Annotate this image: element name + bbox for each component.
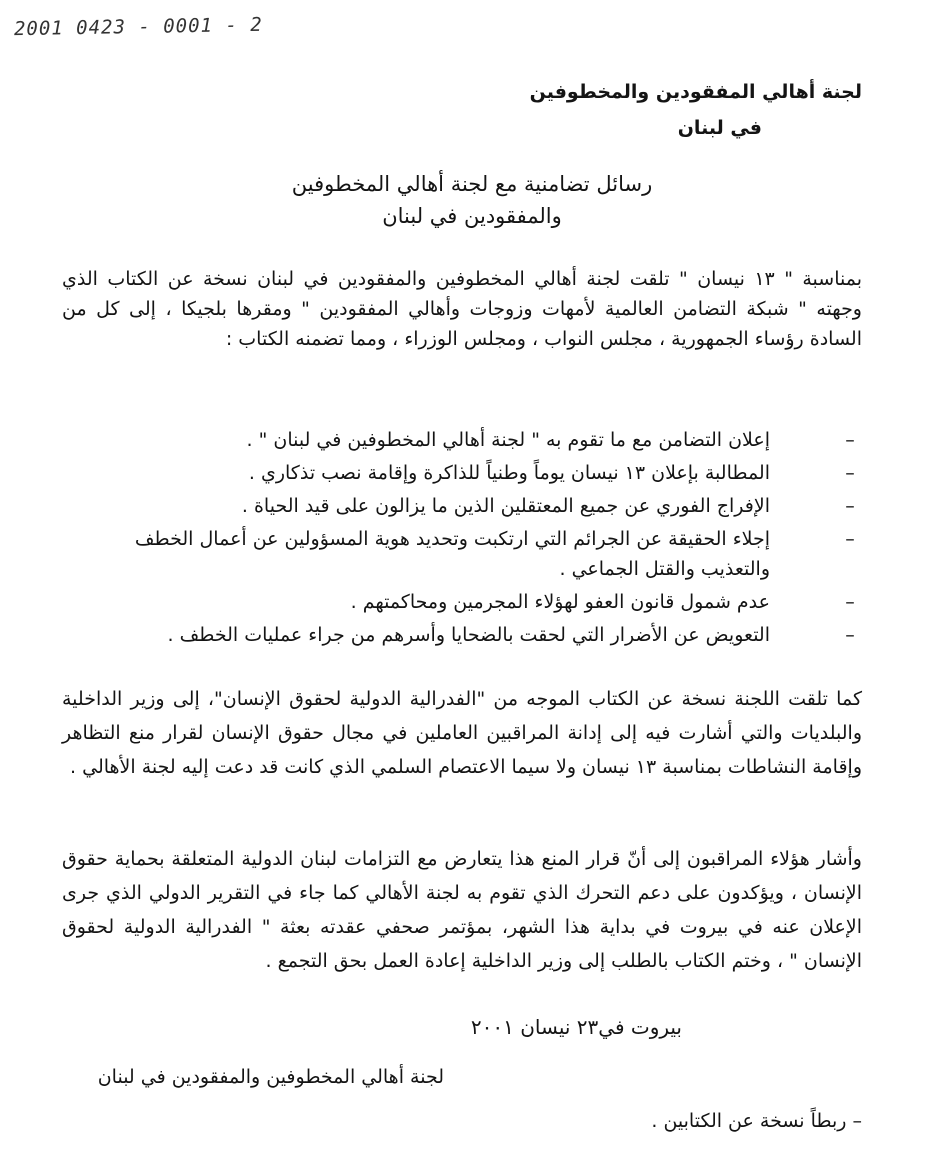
list-item-text: التعويض عن الأضرار التي لحقت بالضحايا وأسرهم من جراء عمليات الخطف . — [167, 624, 770, 646]
dash-marker: – — [845, 591, 855, 613]
dash-marker: – — [845, 624, 855, 646]
enclosure-note: – ربطاً نسخة عن الكتابين . — [651, 1110, 862, 1132]
dash-marker: – — [845, 495, 855, 517]
title-line1: رسائل تضامنية مع لجنة أهالي المخطوفين — [291, 172, 653, 196]
list-item-text: المطالبة بإعلان ١٣ نيسان يوماً وطنياً للذاكرة وإقامة نصب تذكاري . — [248, 462, 770, 484]
title-line2: والمفقودين في لبنان — [382, 204, 562, 228]
dash-marker: – — [845, 462, 855, 484]
signature-block: لجنة أهالي المخطوفين والمفقودين في لبنان — [97, 1066, 444, 1088]
list-item — [70, 425, 860, 455]
handwritten-document-id: 2001 0423 - 0001 - 2 — [13, 13, 263, 41]
organization-header — [462, 74, 862, 146]
list-item-text: عدم شمول قانون العفو لهؤلاء المجرمين ومحاكمتهم . — [350, 591, 770, 613]
dash-marker: – — [845, 429, 855, 451]
letter-title — [150, 168, 794, 232]
org-name-line1: لجنة أهالي المفقودين والمخطوفين — [529, 81, 862, 103]
list-item — [70, 587, 860, 617]
list-item — [70, 620, 860, 650]
list-item-text: إعلان التضامن مع ما تقوم به " لجنة أهالي المخطوفين في لبنان " . — [246, 429, 770, 451]
list-item-text: الإفراج الفوري عن جميع المعتقلين الذين ما يزالون على قيد الحياة . — [241, 495, 770, 517]
list-item — [70, 458, 860, 488]
list-item — [70, 524, 860, 584]
dash-marker: – — [845, 528, 855, 550]
paragraph-fidh-letter: كما تلقت اللجنة نسخة عن الكتاب الموجه من "الفدرالية الدولية لحقوق الإنسان"، إلى وزير الداخلية والبلديات والتي أشارت فيه إلى إدانة المراقبين العاملين في مجال حقوق الإنسان لقرار منع التظاهر وإقامة النشاطات بمناسبة ١٣ نيسان ولا سيما الاعتصام السلمي الذي كانت قد دعت إليه لجنة الأهالي . — [62, 688, 862, 778]
demands-list — [70, 425, 860, 653]
list-item — [70, 491, 860, 521]
org-name-line2: في لبنان — [677, 117, 762, 139]
paragraph-observers: وأشار هؤلاء المراقبون إلى أنّ قرار المنع هذا يتعارض مع التزامات لبنان الدولية المتعلقة بحماية حقوق الإنسان ، ويؤكدون على دعم التحرك الذي تقوم به لجنة الأهالي كما جاء في التقرير الدولي الذي جرى الإعلان عنه في بيروت في بداية هذا الشهر، بمؤتمر صحفي عقدته بعثة " الفدرالية الدولية لحقوق الإنسان " ، وختم الكتاب بالطلب إلى وزير الداخلية إعادة العمل بحق التجمع . — [62, 848, 862, 972]
date-line: بيروت في٢٣ نيسان ٢٠٠١ — [470, 1015, 682, 1039]
list-item-text: إجلاء الحقيقة عن الجرائم التي ارتكبت وتحديد هوية المسؤولين عن أعمال الخطف والتعذيب والقتل الجماعي . — [134, 528, 770, 580]
paragraph-intro: بمناسبة " ١٣ نيسان " تلقت لجنة أهالي المخطوفين والمفقودين في لبنان نسخة عن الكتاب الذي وجهته " شبكة التضامن العالمية لأمهات وزوجات وأهالي المفقودين " ومقرها بلجيكا ، إلى كل من السادة رؤساء الجمهورية ، مجلس النواب ، ومجلس الوزراء ، ومما تضمنه الكتاب : — [62, 268, 862, 350]
